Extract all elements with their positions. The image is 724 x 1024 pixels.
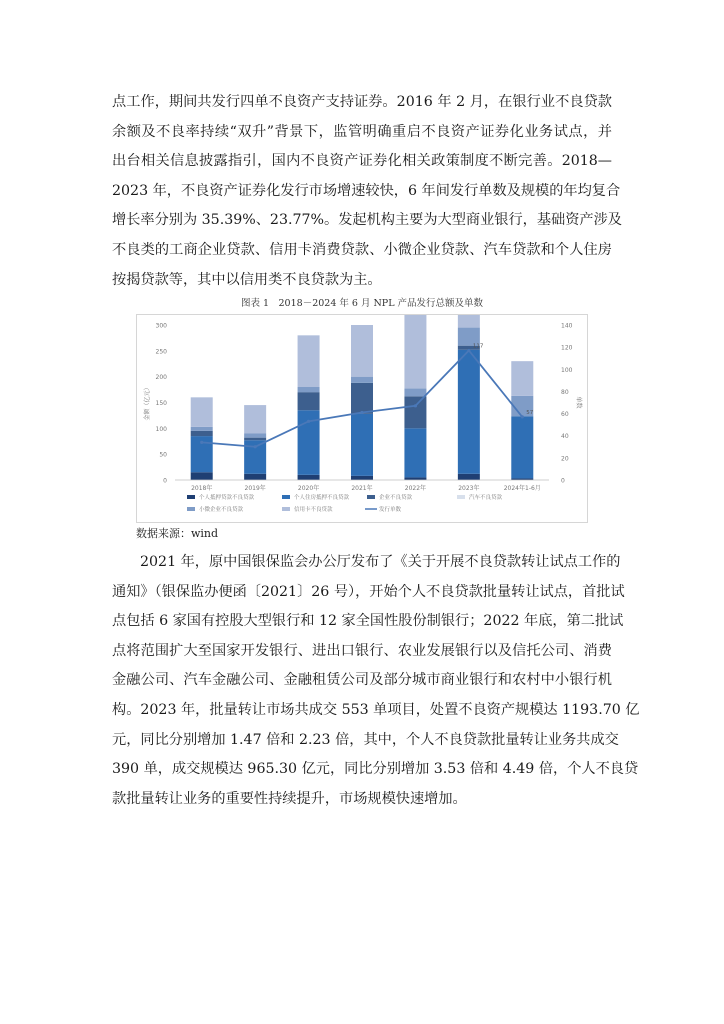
y-right-tick-label: 0 [561, 477, 565, 485]
issuance-count-point [467, 349, 470, 352]
bar-segment [511, 361, 533, 396]
bar-segment [244, 434, 266, 438]
issuance-count-point [414, 404, 417, 407]
paragraph-2-line: 通知》（银保监办便函〔2021〕26 号），开始个人不良贷款批量转让试点，首批试 [112, 583, 625, 600]
y-left-tick-label: 0 [163, 477, 167, 485]
legend-swatch [282, 495, 290, 499]
y-right-tick-label: 140 [561, 322, 573, 330]
legend-swatch [187, 495, 195, 499]
legend-label: 企业不良贷款 [379, 495, 413, 501]
bar-segment [458, 315, 480, 328]
bar-segment [191, 472, 213, 480]
bar-segment [298, 335, 320, 387]
y-right-tick-label: 120 [561, 344, 573, 352]
source-note: 数据来源：wind [136, 527, 219, 540]
bar-segment [404, 396, 426, 428]
y-left-tick-label: 50 [159, 451, 167, 459]
y-right-tick-label: 60 [561, 411, 569, 419]
legend-group [187, 493, 503, 513]
paragraph-1-line: 增长率分别为 35.39%、23.77%。发起机构主要为大型商业银行，基础资产涉及 [112, 212, 622, 229]
y-right-tick-label: 40 [561, 433, 569, 441]
paragraph-2-line: 金融公司、汽车金融公司、金融租赁公司及部分城市商业银行和农村中小银行机 [112, 672, 612, 689]
x-tick-label: 2018年 [191, 485, 213, 492]
bar-segment [298, 475, 320, 480]
legend-swatch [187, 507, 195, 511]
bar-segment [404, 315, 426, 389]
bar-segment [191, 397, 213, 426]
legend-swatch [457, 495, 465, 499]
paragraph-1-line: 点工作，期间共发行四单不良资产支持证券。2016 年 2 月，在银行业不良贷款 [112, 94, 612, 110]
y-right-axis-title: 单数 [575, 396, 582, 409]
bars-group [191, 315, 534, 480]
bar-segment [404, 428, 426, 477]
bar-segment [351, 383, 373, 414]
bar-segment [298, 387, 320, 392]
x-tick-label: 2020年 [297, 485, 320, 492]
y-left-tick-label: 150 [155, 400, 167, 407]
legend-label: 汽车不良贷款 [469, 495, 503, 501]
paragraph-1-line: 出台相关信息披露指引，国内不良资产证券化相关政策制度不断完善。2018— [112, 153, 612, 170]
y-right-tick-label: 80 [561, 388, 569, 396]
y-right-tick-label: 100 [561, 366, 573, 374]
issuance-count-point [307, 420, 310, 423]
npl-issuance-chart [137, 315, 587, 522]
bar-segment [511, 416, 533, 478]
legend-label: 信用卡不良贷款 [294, 507, 333, 513]
chart-container [136, 314, 588, 523]
paragraph-1-line: 余额及不良率持续“双升”背景下，监管明确重启不良资产证券化业务试点，并 [112, 123, 612, 140]
x-tick-label: 2023年 [458, 485, 480, 492]
bar-segment [404, 389, 426, 397]
issuance-count-point [254, 445, 257, 448]
legend-swatch [367, 495, 375, 499]
bar-segment [458, 350, 480, 474]
paragraph-2-line: 390 单，成交规模达 965.30 亿元，同比分别增加 3.53 倍和 4.49 倍，个人不良贷 [112, 761, 639, 778]
paragraph-2 [112, 548, 640, 814]
legend-swatch [282, 507, 290, 511]
x-tick-label: 2019年 [244, 485, 266, 492]
y-right-tick-label: 20 [561, 455, 569, 463]
paragraph-2-line: 点将范围扩大至国家开发银行、进出口银行、农业发展银行以及信托公司、消费 [112, 642, 612, 659]
issuance-count-label: 57 [526, 409, 534, 416]
bar-segment [458, 474, 480, 480]
paragraph-1-line: 不良类的工商企业贷款、信用卡消费贷款、小微企业贷款、汽车贷款和个人住房 [112, 241, 612, 258]
issuance-count-point [360, 411, 363, 414]
legend-label: 发行单数 [379, 507, 402, 513]
bar-segment [351, 377, 373, 383]
issuance-count-point [521, 415, 524, 418]
issuance-count-point [200, 441, 203, 444]
bar-segment [351, 476, 373, 480]
paragraph-2-line: 点包括 6 家国有控股大型银行和 12 家全国性股份制银行；2022 年底，第二批试 [112, 613, 624, 630]
x-tick-label: 2022年 [404, 485, 427, 492]
bar-segment [244, 438, 266, 441]
paragraph-1 [112, 88, 622, 295]
paragraph-1-line: 按揭贷款等，其中以信用类不良贷款为主。 [112, 271, 382, 288]
legend-label: 个人住房抵押不良贷款 [294, 495, 350, 501]
paragraph-2-line: 2021 年，原中国银保监会办公厅发布了《关于开展不良贷款转让试点工作的 [140, 554, 621, 570]
bar-segment [351, 325, 373, 377]
y-left-tick-label: 300 [155, 322, 167, 330]
figure-caption: 图表 1 2018－2024 年 6 月 NPL 产品发行总额及单数 [240, 298, 484, 309]
x-tick-label: 2021年 [351, 485, 373, 492]
paragraph-2-line: 构。2023 年，批量转让市场共成交 553 单项目，处置不良资产规模达 1193.70 亿 [112, 701, 640, 718]
bar-segment [244, 474, 266, 480]
legend-label: 小微企业不良贷款 [199, 507, 244, 513]
issuance-count-label: 117 [472, 343, 484, 350]
bar-segment [191, 427, 213, 431]
paragraph-1-line: 2023 年，不良资产证券化发行市场增速较快，6 年间发行单数及规模的年均复合 [112, 182, 621, 199]
bar-segment [298, 392, 320, 410]
bar-segment [191, 431, 213, 436]
y-left-axis-title: 金额（亿元） [144, 384, 151, 421]
y-left-tick-label: 100 [155, 425, 167, 433]
paragraph-2-line: 元，同比分别增加 1.47 倍和 2.23 倍，其中，个人不良贷款批量转让业务共成交 [112, 731, 619, 748]
legend-label: 个人抵押贷款不良贷款 [199, 495, 255, 501]
x-tick-label: 2024年1-6月 [503, 485, 541, 492]
y-left-tick-label: 200 [155, 374, 167, 382]
bar-segment [351, 414, 373, 476]
paragraph-2-line: 款批量转让业务的重要性持续提升，市场规模快速增加。 [112, 790, 467, 807]
bar-segment [244, 405, 266, 433]
y-left-tick-label: 250 [155, 348, 167, 356]
